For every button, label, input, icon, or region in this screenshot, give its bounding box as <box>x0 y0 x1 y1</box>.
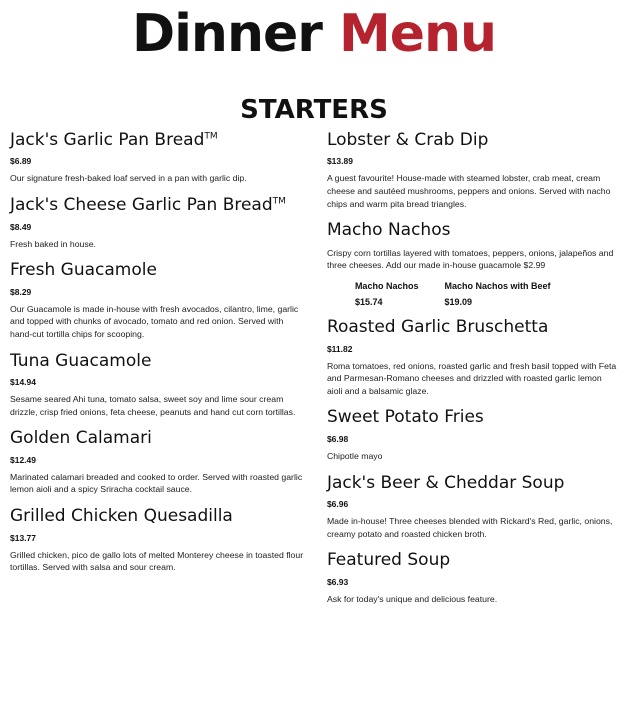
menu-item <box>327 221 618 307</box>
menu-item-price: $12.49 <box>10 454 36 465</box>
menu-item-name <box>327 551 618 571</box>
menu-item-description: Chipotle mayo <box>326 451 383 462</box>
menu-column-left <box>10 131 305 617</box>
menu-item <box>10 507 305 574</box>
menu-item-name <box>10 261 305 281</box>
variant-name: Macho Nachos <box>354 280 419 291</box>
menu-item <box>327 318 618 397</box>
menu-item-price: $8.29 <box>10 286 32 297</box>
page-title <box>10 4 618 64</box>
menu-item-name-text: Jack's Beer & Cheddar Soup <box>326 472 565 493</box>
menu-item <box>10 261 305 340</box>
menu-item-name-text: Tuna Guacamole <box>10 350 152 371</box>
menu-item-name-text: Golden Calamari <box>10 428 152 449</box>
section-heading-starters: STARTERS <box>240 94 388 125</box>
menu-item <box>10 196 305 250</box>
menu-item <box>10 429 305 496</box>
menu-item-name <box>10 352 305 372</box>
menu-item-price: $6.98 <box>326 434 349 445</box>
menu-item <box>327 551 618 605</box>
page-title-word-dinner: Dinner <box>131 4 322 64</box>
menu-item-name <box>10 131 305 151</box>
menu-item-description: Marinated calamari breaded and cooked to order. Served with roasted garlic lemon aioli and a spicy Sriracha cocktail sauce. <box>10 471 303 495</box>
menu-item-description: Grilled chicken, pico de gallo lots of melted Monterey cheese in toasted flour tortillas. Served with salsa and sour cream. <box>10 549 304 573</box>
menu-item-name-text: Lobster & Crab Dip <box>326 129 489 150</box>
menu-item-name <box>327 318 618 338</box>
menu-item <box>10 352 305 419</box>
menu-item-name <box>10 507 305 527</box>
menu-item-price: $13.89 <box>326 156 353 167</box>
menu-item-description: Fresh baked in house. <box>10 238 96 249</box>
menu-item-name <box>327 221 618 241</box>
menu-item-price: $6.96 <box>326 499 349 510</box>
menu-item <box>327 131 618 210</box>
menu-item-description: Our signature fresh-baked loaf served in a pan with garlic dip. <box>10 173 247 184</box>
menu-item-description: Ask for today's unique and delicious feature. <box>326 593 498 604</box>
menu-item <box>327 474 618 541</box>
menu-item-price: $13.77 <box>10 532 36 543</box>
menu-item-name <box>327 408 618 428</box>
menu-item-description: A guest favourite! House-made with steamed lobster, crab meat, cream cheese and sautéed mushrooms, peppers and onions. Served with nacho chips and warm pita bread triangles. <box>326 173 611 209</box>
menu-item-description: Sesame seared Ahi tuna, tomato salsa, sweet soy and lime sour cream drizzle, crisp fried onions, feta cheese, peanuts and hand cut corn tortillas. <box>10 394 296 417</box>
trademark-icon: TM <box>204 131 218 142</box>
menu-page <box>0 4 628 708</box>
variant-name: Macho Nachos with Beef <box>444 280 551 291</box>
menu-item-variant <box>355 280 419 307</box>
menu-item-price: $14.94 <box>10 377 36 388</box>
menu-item <box>327 408 618 462</box>
menu-item-description: Made in-house! Three cheeses blended with Rickard's Red, garlic, onions, creamy potato and roasted chicken broth. <box>326 516 613 539</box>
menu-item <box>10 131 305 185</box>
trademark-icon: TM <box>272 196 286 207</box>
menu-item-price: $8.49 <box>10 221 32 232</box>
menu-item-description: Roma tomatoes, red onions, roasted garlic and fresh basil topped with Feta and Parmesan-Romano cheeses and drizzled with roasted garlic lemon aioli and a balsamic glaze. <box>326 360 617 396</box>
menu-item-name-text: Grilled Chicken Quesadilla <box>10 506 233 527</box>
menu-item-name-text: Jack's Cheese Garlic Pan Bread <box>10 194 273 215</box>
variant-price: $19.09 <box>444 297 472 308</box>
page-title-word-menu: Menu <box>339 4 497 64</box>
menu-item-name-text: Jack's Garlic Pan Bread <box>10 129 205 150</box>
menu-column-right <box>323 131 618 617</box>
menu-item-price: $6.89 <box>10 156 32 167</box>
menu-item-name <box>10 196 305 216</box>
menu-item-variants <box>355 280 618 307</box>
menu-item-name-text: Roasted Garlic Bruschetta <box>326 317 549 338</box>
menu-item-price: $6.93 <box>326 576 349 587</box>
menu-item-name-text: Sweet Potato Fries <box>326 407 484 428</box>
menu-item-price: $11.82 <box>326 343 353 354</box>
menu-columns <box>10 131 618 617</box>
menu-item-name <box>327 131 618 151</box>
menu-item-description: Our Guacamole is made in-house with fresh avocados, cilantro, lime, garlic and topped with chunks of avocado, tomato and red onion. Served with hand-cut tortilla chips for scooping. <box>10 303 299 339</box>
menu-item-name-text: Macho Nachos <box>326 220 451 241</box>
menu-item-description: Crispy corn tortillas layered with tomatoes, peppers, onions, jalapeños and three cheeses. Add our made in-house guacamole $2.99 <box>326 247 614 271</box>
menu-item-name-text: Fresh Guacamole <box>10 260 157 281</box>
menu-item-name <box>327 474 618 494</box>
variant-price: $15.74 <box>354 297 383 308</box>
menu-item-variant <box>444 280 550 307</box>
menu-item-name <box>10 429 305 449</box>
menu-item-name-text: Featured Soup <box>326 550 451 571</box>
